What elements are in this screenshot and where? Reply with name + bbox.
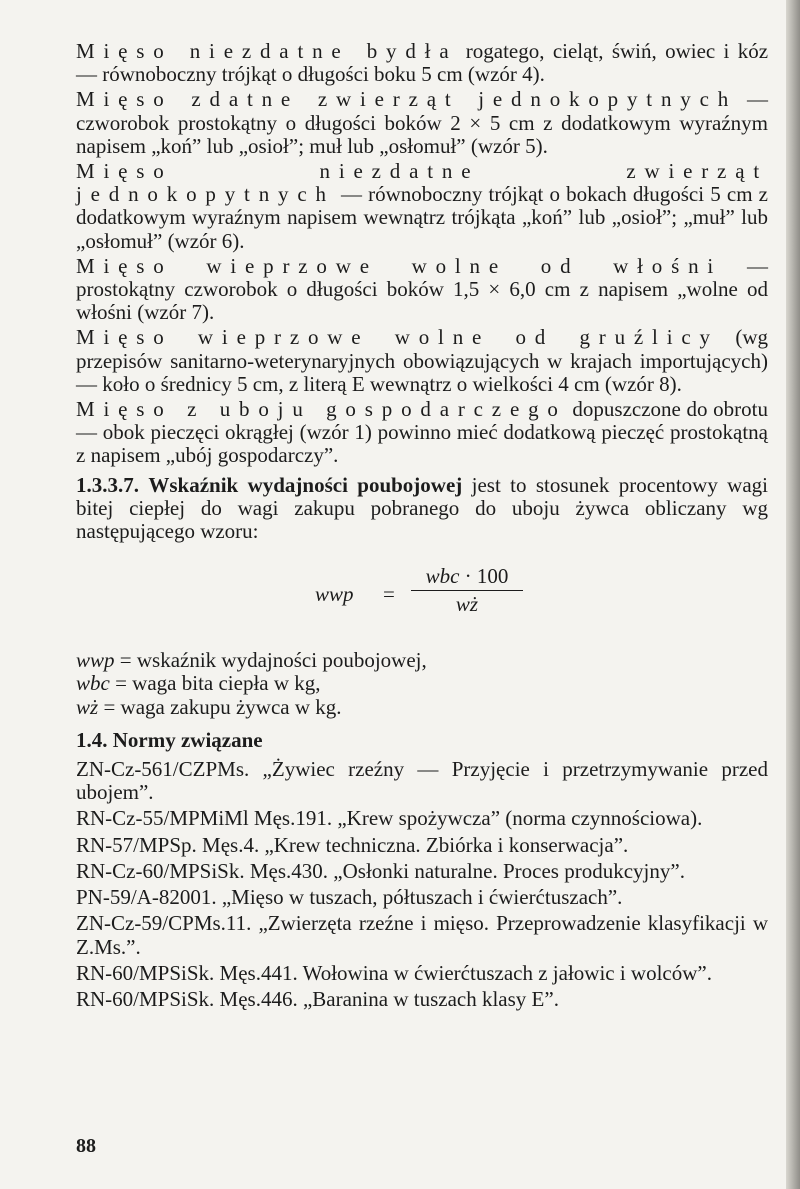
paragraph-meat-unfit-equine [76, 160, 768, 253]
section-text: jest to stosunek procentowy wagi bitej ciepłej do wagi zakupu pobranego do uboju żywca obliczany wg następującego wzoru: [76, 472, 769, 544]
page-number: 88 [76, 1135, 96, 1157]
paragraph-text: — prostokątny czworobok o długości boków 1,5 × 6,0 cm z napisem „wolne od włośni (wzór 7). [76, 253, 769, 325]
page-content [76, 40, 768, 1014]
section-1337 [76, 474, 768, 544]
definition-text: = waga bita ciepła w kg, [109, 671, 321, 696]
norms-list [76, 758, 768, 1011]
paragraph-meat-fit-equine [76, 88, 768, 158]
definition-wbc [76, 672, 768, 695]
section-heading-1-4: 1.4. Normy związane [76, 727, 263, 752]
formula-equals: = [383, 582, 395, 607]
norm-item: RN-Cz-55/MPMiMl Męs.191. „Krew spożywcza” (norma czynnościowa). [76, 806, 703, 831]
paragraph-lead: Mięso zdatne zwierząt jednokopytnych [76, 87, 738, 112]
fraction-bar [411, 590, 523, 591]
paragraph-lead: Mięso z uboju gospodarczego [76, 397, 567, 422]
paragraph-text: — równoboczny trójkąt o bokach długości 5 cm z dodatkowym wyraźnym napisem wewnątrz trójkąta „koń” lub „osioł”; „muł” lub „osłomuł” (wzór 6). [76, 182, 768, 253]
norm-item: PN-59/A-82001. „Mięso w tuszach, półtuszach i ćwierćtuszach”. [76, 885, 623, 910]
paragraph-text: dopuszczone do obrotu — obok pieczęci okrągłej (wzór 1) powinno mieć dodatkową pieczęć prostokątną z napisem „ubój gospodarczy”. [76, 397, 768, 468]
paragraph-home-slaughter [76, 398, 768, 468]
section-title: Wskaźnik wydajności poubojowej [148, 472, 463, 497]
norm-item: RN-60/MPSiSk. Męs.446. „Baranina w tuszach klasy E”. [76, 986, 559, 1011]
section-number: 1.3.3.7. [76, 472, 139, 497]
norm-item: ZN-Cz-561/CZPMs. „Żywiec rzeźny — Przyjęcie i przetrzymywanie przed ubojem”. [76, 757, 768, 805]
paragraph-text: (wg przepisów sanitarno-weterynaryjnych obowiązujących w krajach importujących) — koło o średnicy 5 cm, z literą E wewnątrz o wielkości 4 cm (wzór 8). [76, 325, 768, 396]
norm-item: RN-Cz-60/MPSiSk. Męs.430. „Osłonki naturalne. Proces produkcyjny”. [76, 858, 685, 883]
paragraph-lead: Mięso wieprzowe wolne od włośni [76, 253, 723, 278]
paragraph-text: rogatego, cieląt, świń, owiec i kóz — równoboczny trójkąt o długości boku 5 cm (wzór 4). [76, 39, 769, 87]
paragraph-pork-tuberculosis-free [76, 326, 768, 396]
paragraph-meat-unfit-cattle [76, 40, 768, 86]
paragraph-text: — czworobok prostokątny o długości boków 2 × 5 cm z dodatkowym wyraźnym napisem „koń” lub „osioł”; muł lub „osłomuł” (wzór 5). [76, 87, 768, 158]
numerator-multiplier: · 100 [459, 564, 509, 589]
definition-symbol: wwp [76, 648, 115, 673]
yield-formula [76, 565, 768, 623]
page-edge [786, 0, 800, 1189]
definition-wwp [76, 649, 768, 672]
definition-symbol: wbc [76, 671, 110, 696]
formula-numerator [411, 565, 523, 588]
paragraph-lead: Mięso niezdatne bydła [76, 39, 458, 63]
paragraph-lead: Mięso wieprzowe wolne od gruźlicy [76, 325, 719, 350]
definition-symbol: wż [76, 694, 99, 719]
definition-text: = waga zakupu żywca w kg. [98, 694, 342, 719]
definition-wz [76, 696, 768, 719]
norm-item: ZN-Cz-59/CPMs.11. „Zwierzęta rzeźne i mięso. Przeprowadzenie klasyfikacji w Z.Ms.”. [76, 911, 768, 959]
definition-text: = wskaźnik wydajności poubojowej, [114, 648, 427, 673]
norm-item: RN-60/MPSiSk. Męs.441. Wołowina w ćwierćtuszach z jałowic i wolców”. [76, 960, 712, 985]
norm-item: RN-57/MPSp. Męs.4. „Krew techniczna. Zbiórka i konserwacja”. [76, 832, 629, 857]
formula-denominator: wż [455, 592, 479, 617]
numerator-variable: wbc [425, 564, 460, 589]
paragraph-pork-trichinella-free [76, 255, 768, 325]
formula-lhs: wwp [315, 582, 354, 607]
paragraph-lead: Mięso niezdatne zwierząt jednokopytnych [76, 159, 768, 207]
formula-fraction [411, 565, 523, 616]
